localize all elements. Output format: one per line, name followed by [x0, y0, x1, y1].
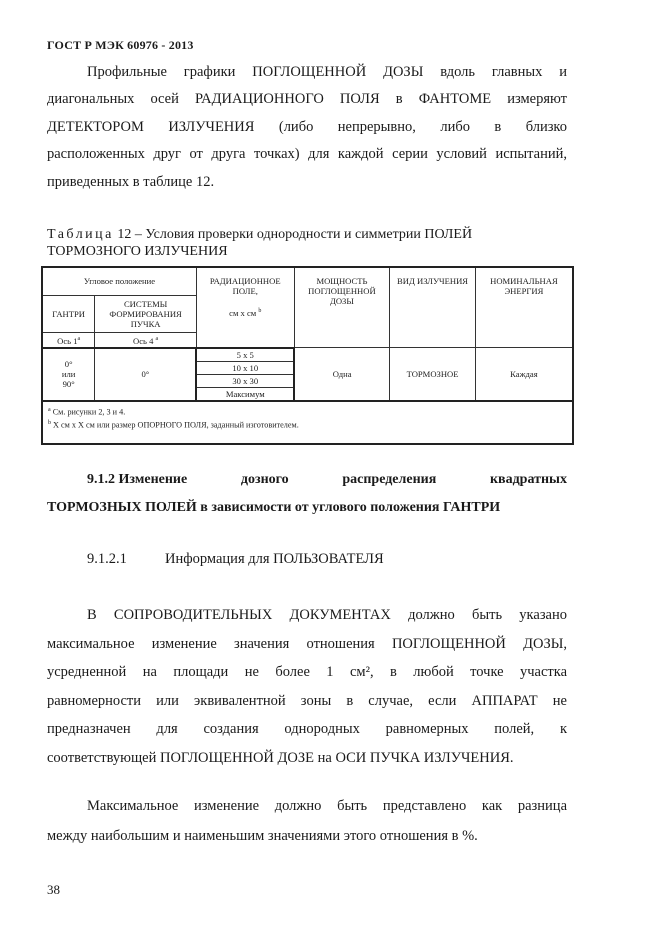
table-caption-label: Таблица — [47, 227, 114, 242]
body-line: усредненной на площади не более 1 см², в любой точке участка — [47, 664, 567, 681]
footnote-a: См. рисунки 2, 3 и 4. — [52, 407, 126, 417]
table-caption-text: 12 – Условия проверки однородности и симметрии ПОЛЕЙ — [113, 227, 473, 242]
cell-gantry-angle — [42, 348, 95, 401]
subsection-number: 9.1.2.1 — [87, 551, 127, 567]
body-line: В СОПРОВОДИТЕЛЬНЫХ ДОКУМЕНТАХ должно быть указано — [87, 607, 567, 623]
cell-radiation-type: ТОРМОЗНОЕ — [390, 348, 476, 401]
heading-word: квадратных — [489, 472, 567, 487]
table-footnotes — [42, 401, 573, 444]
page-number: 38 — [47, 882, 60, 897]
header-nominal-energy: НОМИНАЛЬНАЯ ЭНЕРГИЯ — [475, 267, 573, 348]
section-9-1-2-1-heading — [87, 551, 384, 568]
cell-nominal-energy: Каждая — [475, 348, 573, 401]
intro-line: ДЕТЕКТОРОМ ИЗЛУЧЕНИЯ (либо непрерывно, либо в близко — [47, 118, 567, 135]
section-heading-line1 — [47, 466, 567, 494]
footnote-a-marker: a — [48, 406, 51, 413]
cell-field-size: Максимум — [196, 387, 294, 401]
table-12 — [41, 266, 574, 445]
cell-beam-angle: 0° — [95, 348, 197, 401]
header-gantry: ГАНТРИ — [42, 296, 95, 333]
subsection-title: Информация для ПОЛЬЗОВАТЕЛЯ — [165, 551, 384, 567]
footnote-b-marker: b — [48, 419, 51, 426]
body-line: между наибольшим и наименьшим значениями этого отношения в %. — [47, 828, 478, 844]
cell-field-size: 10 х 10 — [196, 361, 294, 374]
gantry-angle-or: или — [61, 369, 76, 380]
footnote-b: Х см х Х см или размер ОПОРНОГО ПОЛЯ, заданный изготовителем. — [53, 420, 299, 430]
section-heading-line2: ТОРМОЗНЫХ ПОЛЕЙ в зависимости от углового положения ГАНТРИ — [47, 500, 501, 515]
footnote-a-marker: a — [155, 336, 159, 342]
body-paragraph-2 — [47, 791, 567, 851]
cell-dose-rate: Одна — [294, 348, 390, 401]
footnote-a-marker: a — [77, 336, 81, 342]
header-radiation-type: ВИД ИЗЛУЧЕНИЯ — [390, 267, 476, 348]
cell-field-size: 5 х 5 — [196, 348, 294, 362]
body-line: соответствующей ПОГЛОЩЕННОЙ ДОЗЕ на ОСИ ПУЧКА ИЗЛУЧЕНИЯ. — [47, 749, 514, 766]
body-line: предназначен для создания однородных равномерных полей, к — [47, 721, 567, 738]
gantry-angle-0: 0° — [64, 359, 73, 370]
intro-line: Профильные графики ПОГЛОЩЕННОЙ ДОЗЫ вдоль главных и — [87, 64, 567, 80]
table-caption — [47, 226, 567, 260]
header-beam-systems: СИСТЕМЫ ФОРМИРОВАНИЯ ПУЧКА — [95, 296, 197, 333]
body-line: равномерности или эквивалентной зоны в случае, если АППАРАТ не — [47, 692, 567, 709]
header-radiation-field — [196, 267, 294, 348]
intro-line: приведенных в таблице 12. — [47, 173, 215, 190]
document-header: ГОСТ Р МЭК 60976 - 2013 — [47, 38, 194, 52]
header-axis-4 — [95, 333, 197, 348]
footnote-b-marker: b — [258, 308, 262, 314]
header-field-units: см х см — [229, 307, 257, 318]
intro-line: расположенных друг от друга точках) для каждой серии условий испытаний, — [47, 146, 567, 163]
header-axis-1 — [42, 333, 95, 348]
heading-word: распределения — [342, 472, 437, 487]
section-number: 9.1.2 — [87, 472, 115, 487]
body-line: Максимальное изменение должно быть представлено как разница — [87, 798, 567, 814]
body-paragraph-1 — [47, 601, 567, 773]
header-dose-rate: МОЩНОСТЬ ПОГЛОЩЕННОЙ ДОЗЫ — [294, 267, 390, 348]
header-angular-position: Угловое положение — [42, 267, 196, 296]
table-caption-line2: ТОРМОЗНОГО ИЗЛУЧЕНИЯ — [47, 244, 228, 259]
body-line: максимальное изменение значения отношения ПОГЛОЩЕННОЙ ДОЗЫ, — [47, 635, 567, 652]
section-9-1-2-heading — [47, 466, 567, 522]
axis-4-label: Ось 4 — [132, 335, 154, 346]
heading-number-and-word — [87, 466, 187, 494]
intro-paragraph — [47, 59, 567, 196]
heading-word: Изменение — [118, 472, 188, 487]
axis-1-label: Ось 1 — [57, 335, 78, 346]
cell-field-size: 30 х 30 — [196, 374, 294, 387]
heading-word: дозного — [240, 472, 289, 487]
header-field-label: РАДИАЦИОННОЕ ПОЛЕ, — [209, 276, 281, 296]
gantry-angle-90: 90° — [62, 379, 75, 390]
intro-line: диагональных осей РАДИАЦИОННОГО ПОЛЯ в ФАНТОМЕ измеряют — [47, 91, 567, 108]
